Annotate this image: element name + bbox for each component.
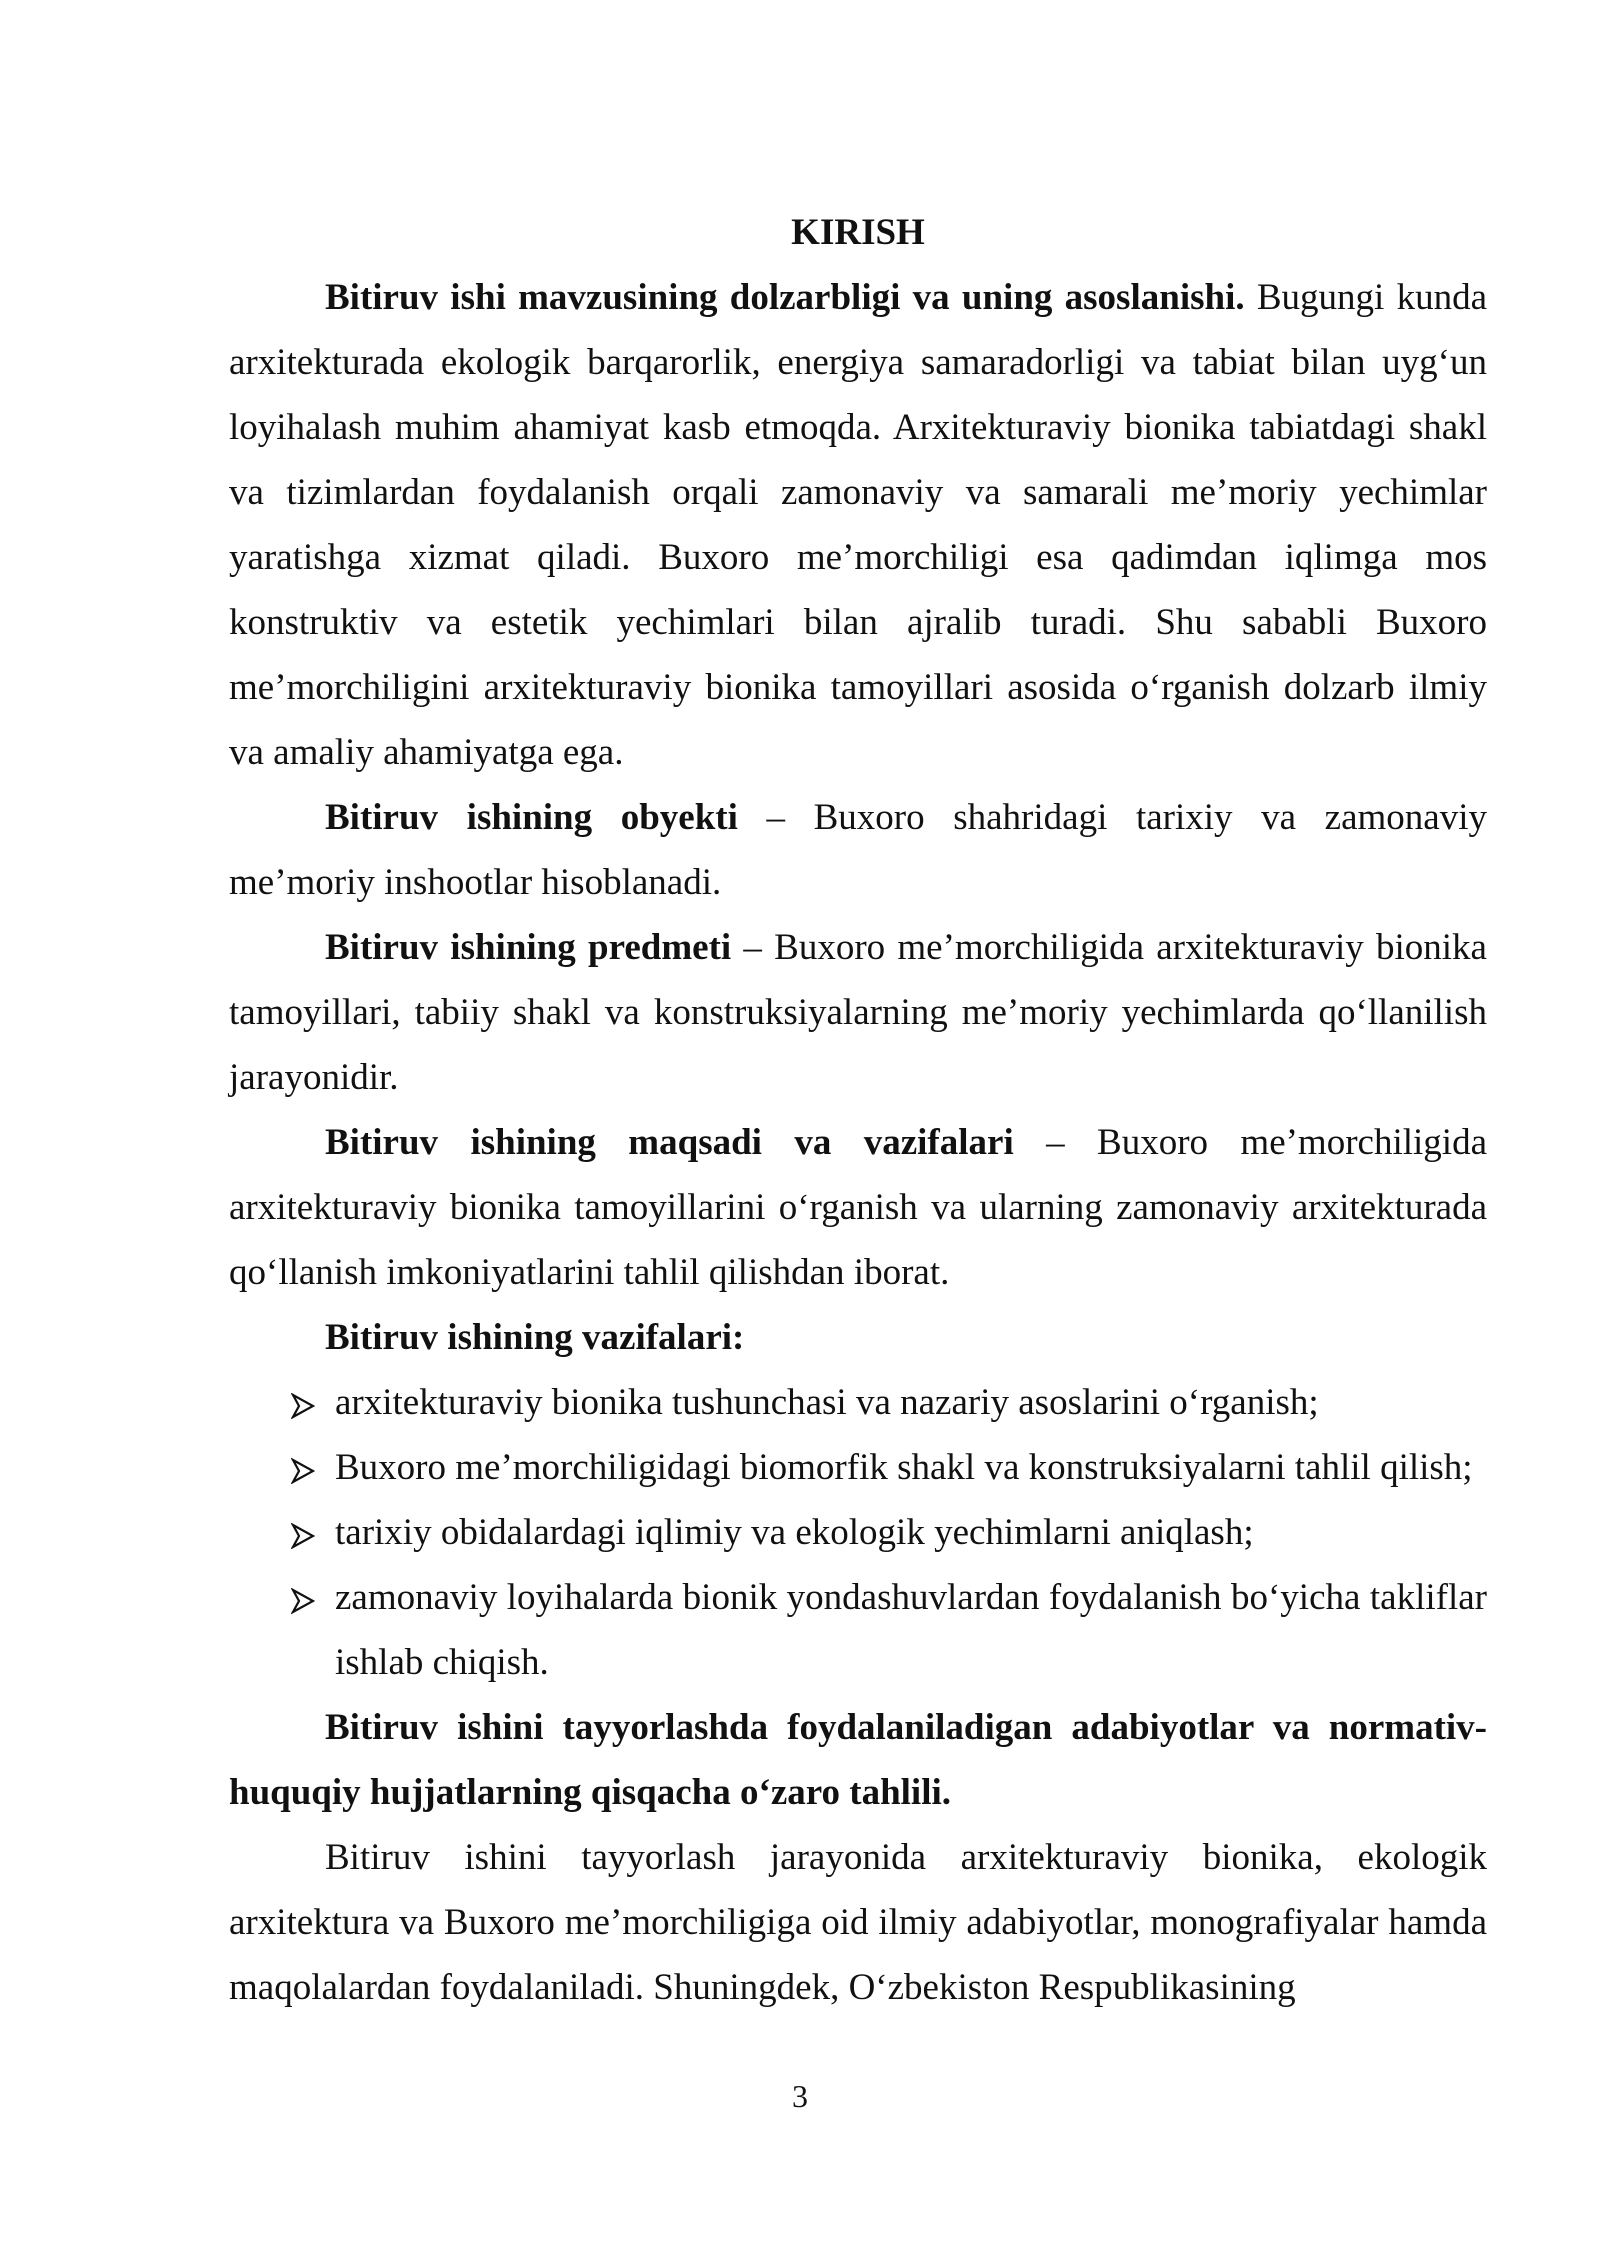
task-item <box>229 1435 1487 1500</box>
subject-heading: Bitiruv ishining predmeti <box>325 927 732 968</box>
object-heading: Bitiruv ishining obyekti <box>325 797 738 838</box>
task-text: tarixiy obidalardagi iqlimiy va ekologik yechimlarni aniqlash; <box>335 1512 1254 1553</box>
tasks-heading: Bitiruv ishining vazifalari: <box>325 1317 745 1358</box>
subject-text: – Buxoro me’morchiligida arxitekturaviy bionika tamoyillari, tabiiy shakl va konstruksiyalarning me’moriy yechimlarda qo‘llanilish jarayonidir. <box>229 927 1487 1098</box>
page-number: 3 <box>792 2078 808 2114</box>
arrow-bullet-icon <box>291 1370 321 1435</box>
tasks-list <box>229 1370 1487 1695</box>
goal-heading: Bitiruv ishining maqsadi va vazifalari <box>325 1122 1014 1163</box>
task-item <box>229 1500 1487 1565</box>
relevance-heading: Bitiruv ishi mavzusining dolzarbligi va uning asoslanishi. <box>325 277 1245 318</box>
task-item <box>229 1370 1487 1435</box>
arrow-bullet-icon <box>291 1435 321 1500</box>
arrow-bullet-icon <box>291 1500 321 1565</box>
relevance-text: Bugungi kunda arxitekturada ekologik barqarorlik, energiya samaradorligi va tabiat bilan uyg‘un loyihalash muhim ahamiyat kasb etmoqda. Arxitekturaviy bionika tabiatdagi shakl va tizimlardan foydalanish orqali zamonaviy va samarali me’moriy yechimlar yaratishga xizmat qiladi. Buxoro me’morchiligi esa qadimdan iqlimga mos konstruktiv va estetik yechimlari bilan ajralib turadi. Shu sababli Buxoro me’morchiligini arxitekturaviy bionika tamoyillari asosida o‘rganish dolzarb ilmiy va amaliy ahamiyatga ega. <box>229 277 1487 773</box>
literature-paragraph: Bitiruv ishini tayyorlash jarayonida arxitekturaviy bionika, ekologik arxitektura va Buxoro me’morchiligiga oid ilmiy adabiyotlar, monografiyalar hamda maqolalardan foydalaniladi. Shuningdek, O‘zbekiston Respublikasining <box>229 1837 1487 2008</box>
task-item <box>229 1565 1487 1695</box>
document-title: KIRISH <box>791 212 925 253</box>
subject-paragraph <box>229 915 1487 1110</box>
object-paragraph <box>229 785 1487 915</box>
task-text: Buxoro me’morchiligidagi biomorfik shakl va konstruksiyalarni tahlil qilish; <box>335 1447 1473 1488</box>
literature-heading: Bitiruv ishini tayyorlashda foydalaniladigan adabiyotlar va normativ-huquqiy hujjatlarning qisqacha o‘zaro tahlili. <box>229 1707 1487 1813</box>
task-text: zamonaviy loyihalarda bionik yondashuvlardan foydalanish bo‘yicha takliflar ishlab chiqish. <box>335 1577 1487 1683</box>
task-text: arxitekturaviy bionika tushunchasi va nazariy asoslarini o‘rganish; <box>335 1382 1319 1423</box>
goal-text: – Buxoro me’morchiligida arxitekturaviy bionika tamoyillarini o‘rganish va ularning zamonaviy arxitekturada qo‘llanish imkoniyatlarini tahlil qilishdan iborat. <box>229 1122 1487 1293</box>
arrow-bullet-icon <box>291 1565 321 1630</box>
object-text: – Buxoro shahridagi tarixiy va zamonaviy me’moriy inshootlar hisoblanadi. <box>229 797 1487 903</box>
goal-paragraph <box>229 1110 1487 1305</box>
relevance-paragraph <box>229 265 1487 785</box>
page-content <box>229 200 1487 2020</box>
